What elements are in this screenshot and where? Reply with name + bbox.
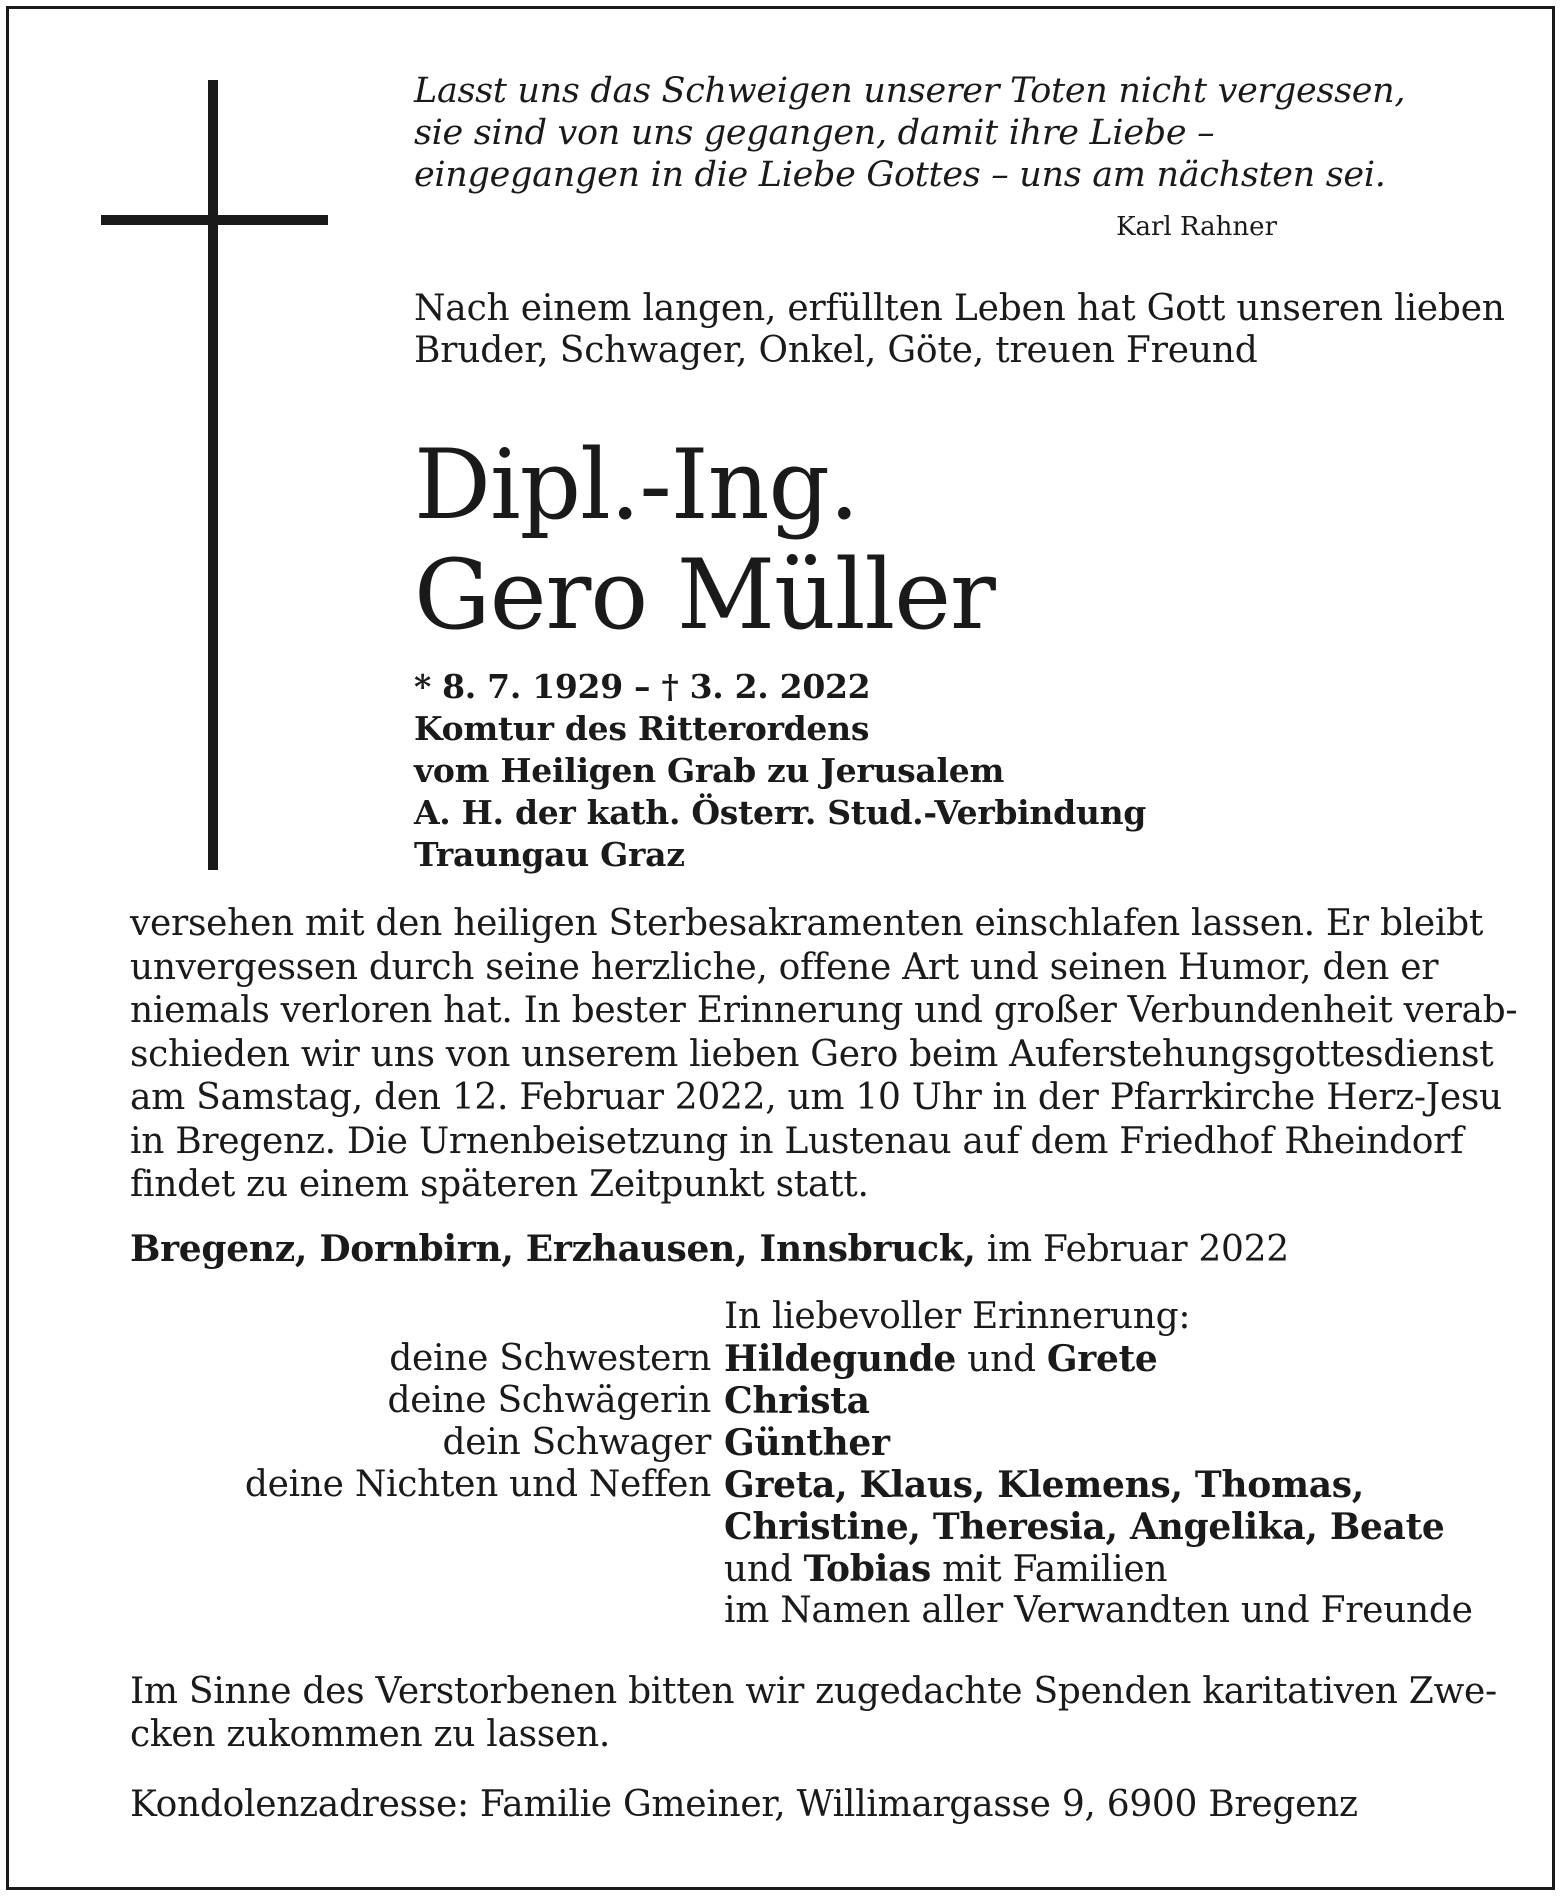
mourner-name: Christine, Theresia, Angelika, Beate <box>724 1506 1445 1548</box>
mourner-row <box>0 1548 1567 1590</box>
honor-line: Komtur des Ritterordens <box>414 709 870 748</box>
quote-line: eingegangen in die Liebe Gottes – uns am nächsten sei. <box>414 155 1386 195</box>
intro-text <box>414 288 1505 372</box>
mourner-names <box>724 1422 890 1465</box>
conjunction: und <box>956 1339 1047 1380</box>
relation-label: deine Nichten und Neffen <box>244 1464 711 1505</box>
donation-note <box>130 1670 1497 1756</box>
mourner-names <box>724 1464 1364 1507</box>
body-line: unvergessen durch seine herzliche, offene Art und seinen Humor, den er <box>130 946 1439 988</box>
relation-label: deine Schwestern <box>389 1338 711 1379</box>
deceased-title: Dipl.-Ing. <box>414 429 859 541</box>
intro-line: Nach einem langen, erfüllten Leben hat Gott unseren lieben <box>414 288 1505 329</box>
life-dates: * 8. 7. 1929 – † 3. 2. 2022 <box>414 667 871 706</box>
cross-icon-vertical <box>208 80 218 870</box>
mourner-name: Grete <box>1046 1338 1158 1380</box>
mourner-row <box>0 1590 1567 1632</box>
body-line: in Bregenz. Die Urnenbeisetzung in Lustenau auf dem Friedhof Rheindorf <box>130 1120 1464 1162</box>
quote-line: sie sind von uns gegangen, damit ihre Liebe – <box>414 113 1215 153</box>
body-line: findet zu einem späteren Zeitpunkt statt. <box>130 1164 869 1205</box>
mourner-name: Günther <box>724 1422 890 1464</box>
mourner-names <box>724 1548 1167 1591</box>
body-line: niemals verloren hat. In bester Erinnerung und großer Verbundenheit verab- <box>130 990 1518 1031</box>
relation-label: deine Schwägerin <box>387 1380 711 1421</box>
body-text <box>130 902 1518 1207</box>
conjunction: und <box>724 1549 804 1590</box>
mourner-name: Tobias <box>803 1548 931 1590</box>
condolence-address: Kondolenzadresse: Familie Gmeiner, Willimargasse 9, 6900 Bregenz <box>130 1784 1358 1825</box>
quote <box>414 70 1405 196</box>
deceased-name-block <box>414 430 995 650</box>
relation-label: dein Schwager <box>442 1422 711 1463</box>
mourner-row <box>0 1506 1567 1548</box>
mourner-name: Christa <box>724 1380 870 1422</box>
body-line: schieden wir uns von unserem lieben Gero beim Auferstehungsgottesdienst <box>130 1033 1494 1075</box>
mourner-row <box>0 1338 1567 1380</box>
donation-line: cken zukommen zu lassen. <box>130 1714 611 1755</box>
mourner-name: Greta, Klaus, Klemens, Thomas, <box>724 1464 1365 1506</box>
deceased-details <box>414 666 1146 876</box>
all-relatives: im Namen aller Verwandten und Freunde <box>724 1590 1473 1631</box>
mourner-row <box>0 1464 1567 1506</box>
intro-line: Bruder, Schwager, Onkel, Göte, treuen Freund <box>414 330 1258 371</box>
announcement-date: im Februar 2022 <box>975 1229 1289 1270</box>
quote-line: Lasst uns das Schweigen unserer Toten nicht vergessen, <box>414 71 1406 111</box>
cross-icon-horizontal <box>101 215 328 225</box>
mourners-list <box>0 1296 1567 1632</box>
places-date <box>130 1228 1289 1271</box>
mourner-name: Hildegunde <box>724 1338 957 1380</box>
mourner-row <box>0 1380 1567 1422</box>
mourner-names <box>724 1506 1445 1549</box>
donation-line: Im Sinne des Verstorbenen bitten wir zugedachte Spenden karitativen Zwe- <box>130 1671 1497 1712</box>
quote-author: Karl Rahner <box>1116 212 1277 242</box>
deceased-name: Gero Müller <box>414 539 995 651</box>
mourners-heading-row <box>0 1296 1567 1338</box>
honor-line: A. H. der kath. Österr. Stud.-Verbindung <box>414 793 1147 832</box>
mourners-heading: In liebevoller Erinnerung: <box>724 1296 1191 1337</box>
honor-line: vom Heiligen Grab zu Jerusalem <box>414 751 1005 790</box>
body-line: versehen mit den heiligen Sterbesakramenten einschlafen lassen. Er bleibt <box>130 903 1484 944</box>
body-line: am Samstag, den 12. Februar 2022, um 10 Uhr in der Pfarrkirche Herz-Jesu <box>130 1077 1502 1118</box>
mourner-names <box>724 1380 870 1423</box>
families-note: mit Familien <box>930 1549 1168 1590</box>
mourner-row <box>0 1422 1567 1464</box>
mourner-names <box>724 1338 1158 1381</box>
honor-line: Traungau Graz <box>414 835 685 874</box>
places: Bregenz, Dornbirn, Erzhausen, Innsbruck, <box>130 1228 976 1270</box>
